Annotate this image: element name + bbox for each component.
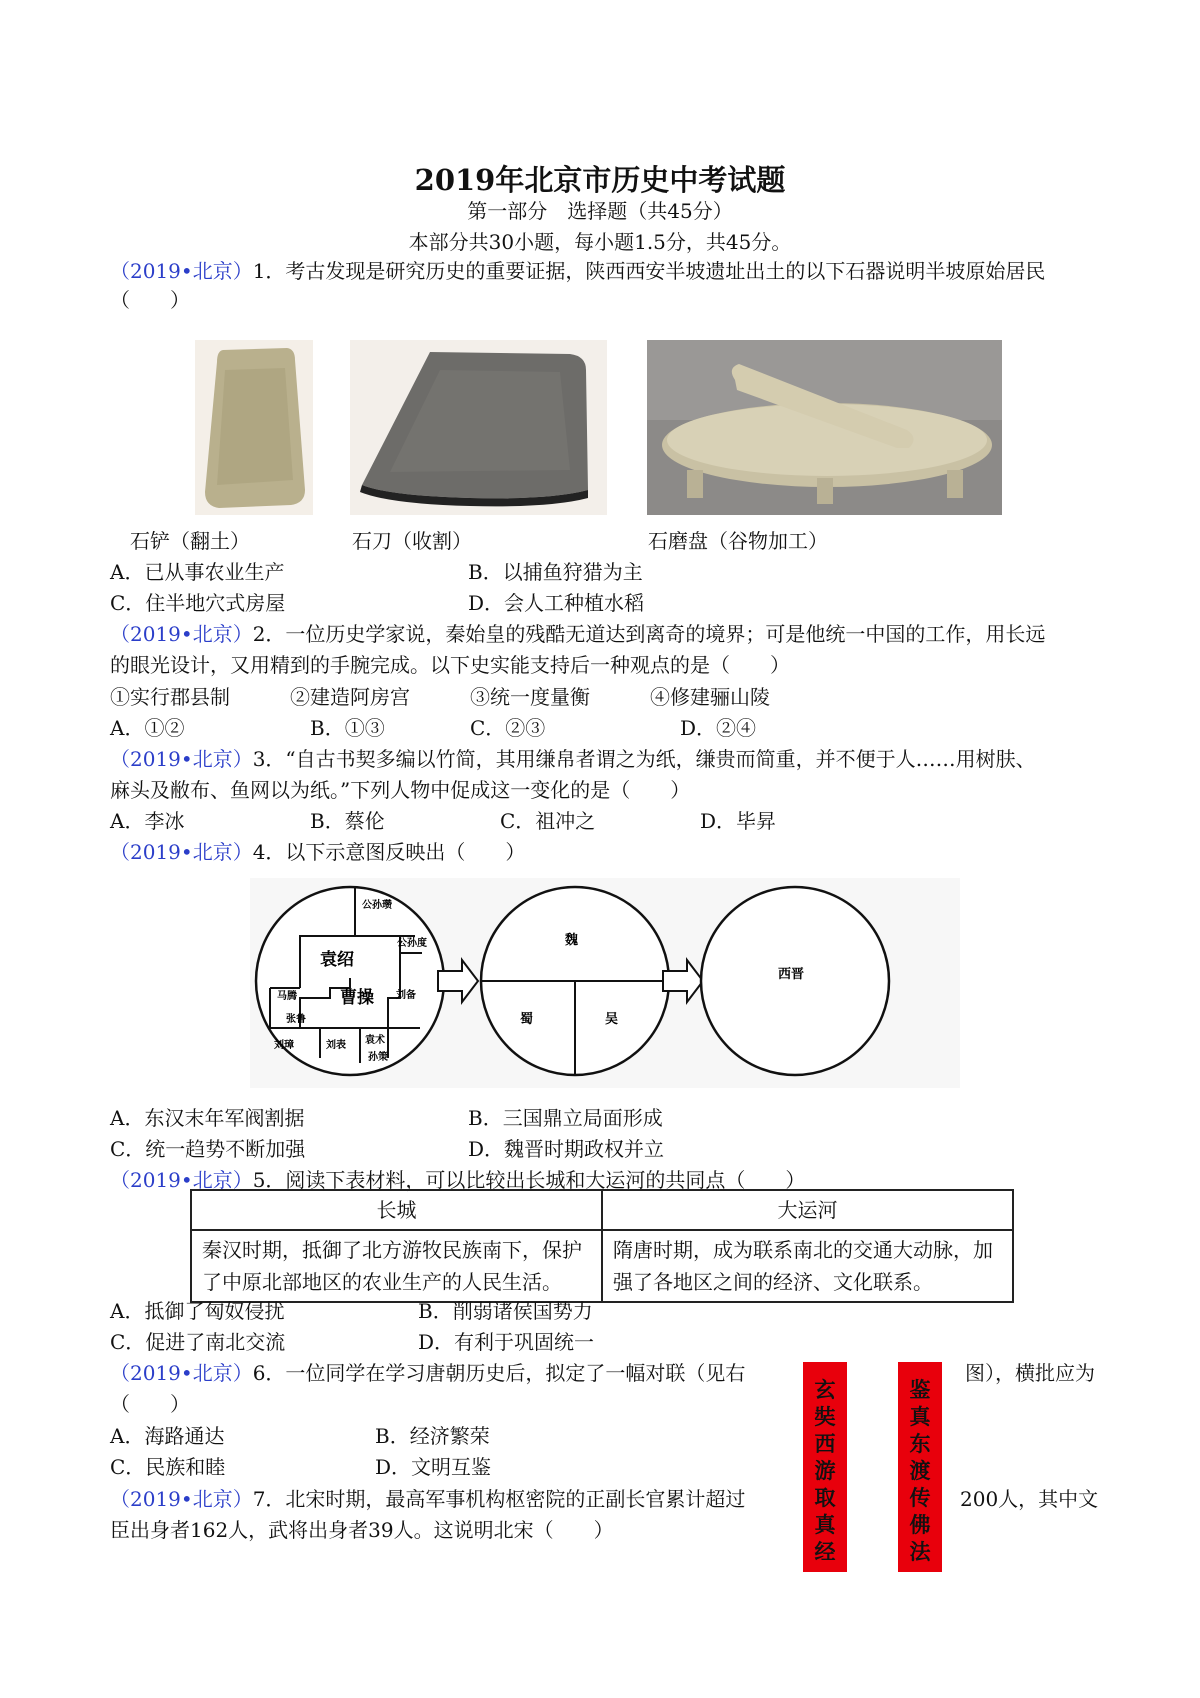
- table-header-grand-canal: 大运河: [602, 1190, 1013, 1230]
- grinding-slab-image: [647, 340, 1002, 515]
- comparison-table: [190, 1189, 1014, 1303]
- caption-stone-knife: 石刀（收割）: [352, 529, 472, 553]
- question-5-stem: （2019•北京）5．阅读下表材料，可以比较出长城和大运河的共同点（ ）: [110, 1168, 806, 1192]
- question-2-stem-cont: 的眼光设计，又用精到的手腕完成。以下史实能支持后一种观点的是（ ）: [110, 653, 790, 677]
- map3-xijin: 西晋: [778, 967, 805, 982]
- source-tag: （2019•北京）: [110, 259, 253, 283]
- caption-grinding-slab: 石磨盘（谷物加工）: [648, 529, 828, 553]
- q1-option-d: D．会人工种植水稻: [468, 591, 645, 615]
- q2-option-b: B．①③: [310, 716, 385, 740]
- map2-wu: 吴: [605, 1012, 619, 1027]
- q1-option-a: A．已从事农业生产: [110, 560, 285, 584]
- couplet-right: 鉴 真 东 渡 传 佛 法: [898, 1362, 942, 1572]
- three-kingdoms-diagram: [250, 878, 960, 1088]
- section-note: 本部分共30小题，每小题1.5分，共45分。: [408, 230, 792, 254]
- question-4-stem: （2019•北京）4．以下示意图反映出（ ）: [110, 840, 526, 864]
- q6-option-d: D．文明互鉴: [375, 1455, 492, 1479]
- map1-yuanshu: 袁术: [365, 1035, 385, 1046]
- table-row: [191, 1230, 1013, 1302]
- q3-option-d: D．毕昇: [700, 809, 777, 833]
- q1-option-c: C．住半地穴式房屋: [110, 591, 286, 615]
- western-jin-map: [701, 887, 889, 1075]
- stone-knife-image: [350, 340, 607, 515]
- question-3-stem-cont: 麻头及敝布、鱼网以为纸。”下列人物中促成这一变化的是（ ）: [110, 778, 691, 802]
- table-cell-great-wall: 秦汉时期，抵御了北方游牧民族南下，保护了中原北部地区的农业生产的人民生活。: [191, 1230, 602, 1302]
- q2-option-c: C．②③: [470, 716, 546, 740]
- warlords-map: [256, 887, 444, 1075]
- map1-liubiao: 刘表: [326, 1040, 346, 1051]
- caption-stone-spade: 石铲（翻土）: [130, 529, 250, 553]
- q5-option-c: C．促进了南北交流: [110, 1330, 286, 1354]
- q5-option-a: A．抵御了匈奴侵扰: [110, 1299, 285, 1323]
- map1-zhanglu: 张鲁: [286, 1014, 306, 1025]
- page-title: 2019年北京市历史中考试题: [414, 163, 786, 197]
- q4-option-a: A．东汉末年军阀割据: [110, 1106, 305, 1130]
- couplet-left: 玄 奘 西 游 取 真 经: [803, 1362, 847, 1572]
- q1-option-b: B．以捕鱼狩猎为主: [468, 560, 643, 584]
- map1-caocao: 曹操: [340, 988, 374, 1008]
- question-6-stem: （2019•北京）6．一位同学在学习唐朝历史后，拟定了一幅对联（见右: [110, 1361, 746, 1385]
- q2-option-a: A．①②: [110, 716, 185, 740]
- table-header-row: [191, 1190, 1013, 1230]
- question-7-stem-cont: 臣出身者162人，武将出身者39人。这说明北宋（ ）: [110, 1518, 614, 1542]
- q2-item-4: ④修建骊山陵: [650, 685, 770, 709]
- map2-shu: 蜀: [520, 1012, 534, 1027]
- question-1-stem-cont: （ ）: [110, 288, 190, 312]
- map2-wei: 魏: [565, 933, 579, 948]
- map1-sunce: 孙策: [368, 1052, 388, 1063]
- table-cell-grand-canal: 隋唐时期，成为联系南北的交通大动脉，加强了各地区之间的经济、文化联系。: [602, 1230, 1013, 1302]
- section-title: 第一部分 选择题（共45分）: [467, 199, 733, 223]
- q4-option-d: D．魏晋时期政权并立: [468, 1137, 665, 1161]
- map1-gongsundu: 公孙度: [397, 938, 427, 949]
- q6-option-c: C．民族和睦: [110, 1455, 226, 1479]
- map1-mateng: 马腾: [277, 991, 297, 1002]
- q5-option-d: D．有利于巩固统一: [418, 1330, 595, 1354]
- question-7-stem: （2019•北京）7．北宋时期，最高军事机构枢密院的正副长官累计超过: [110, 1487, 746, 1511]
- q3-option-a: A．李冰: [110, 809, 185, 833]
- question-6-stem-cont: （ ）: [110, 1392, 190, 1416]
- map1-liuzhang: 刘璋: [274, 1040, 294, 1051]
- q2-item-3: ③统一度量衡: [470, 685, 590, 709]
- map1-gongsunzan: 公孙瓒: [362, 900, 392, 911]
- q4-option-b: B．三国鼎立局面形成: [468, 1106, 663, 1130]
- map1-yuanshao: 袁绍: [320, 950, 354, 970]
- question-1-stem: （2019•北京）1．考古发现是研究历史的重要证据，陕西西安半坡遗址出土的以下石器说明半坡原始居民: [110, 259, 1046, 283]
- q6-option-a: A．海路通达: [110, 1424, 225, 1448]
- q6-option-b: B．经济繁荣: [375, 1424, 490, 1448]
- q3-option-b: B．蔡伦: [310, 809, 385, 833]
- question-2-stem: （2019•北京）2．一位历史学家说，秦始皇的残酷无道达到离奇的境界；可是他统一中国的工作，用长远: [110, 622, 1046, 646]
- question-3-stem: （2019•北京）3．“自古书契多编以竹简，其用缣帛者谓之为纸，缣贵而简重，并不便于人……用树肤、: [110, 747, 1036, 771]
- q3-option-c: C．祖冲之: [500, 809, 596, 833]
- map1-liubei: 刘备: [396, 990, 416, 1001]
- q5-option-b: B．削弱诸侯国势力: [418, 1299, 593, 1323]
- stone-spade-image: [195, 340, 313, 515]
- q2-option-d: D．②④: [680, 716, 757, 740]
- three-kingdoms-map: [481, 887, 669, 1075]
- q2-item-2: ②建造阿房宫: [290, 685, 410, 709]
- q2-item-1: ①实行郡县制: [110, 685, 230, 709]
- table-header-great-wall: 长城: [191, 1190, 602, 1230]
- question-7-stem-tail: 200人，其中文: [960, 1487, 1099, 1511]
- q4-option-c: C．统一趋势不断加强: [110, 1137, 306, 1161]
- question-6-stem-tail: 图），横批应为: [965, 1361, 1095, 1385]
